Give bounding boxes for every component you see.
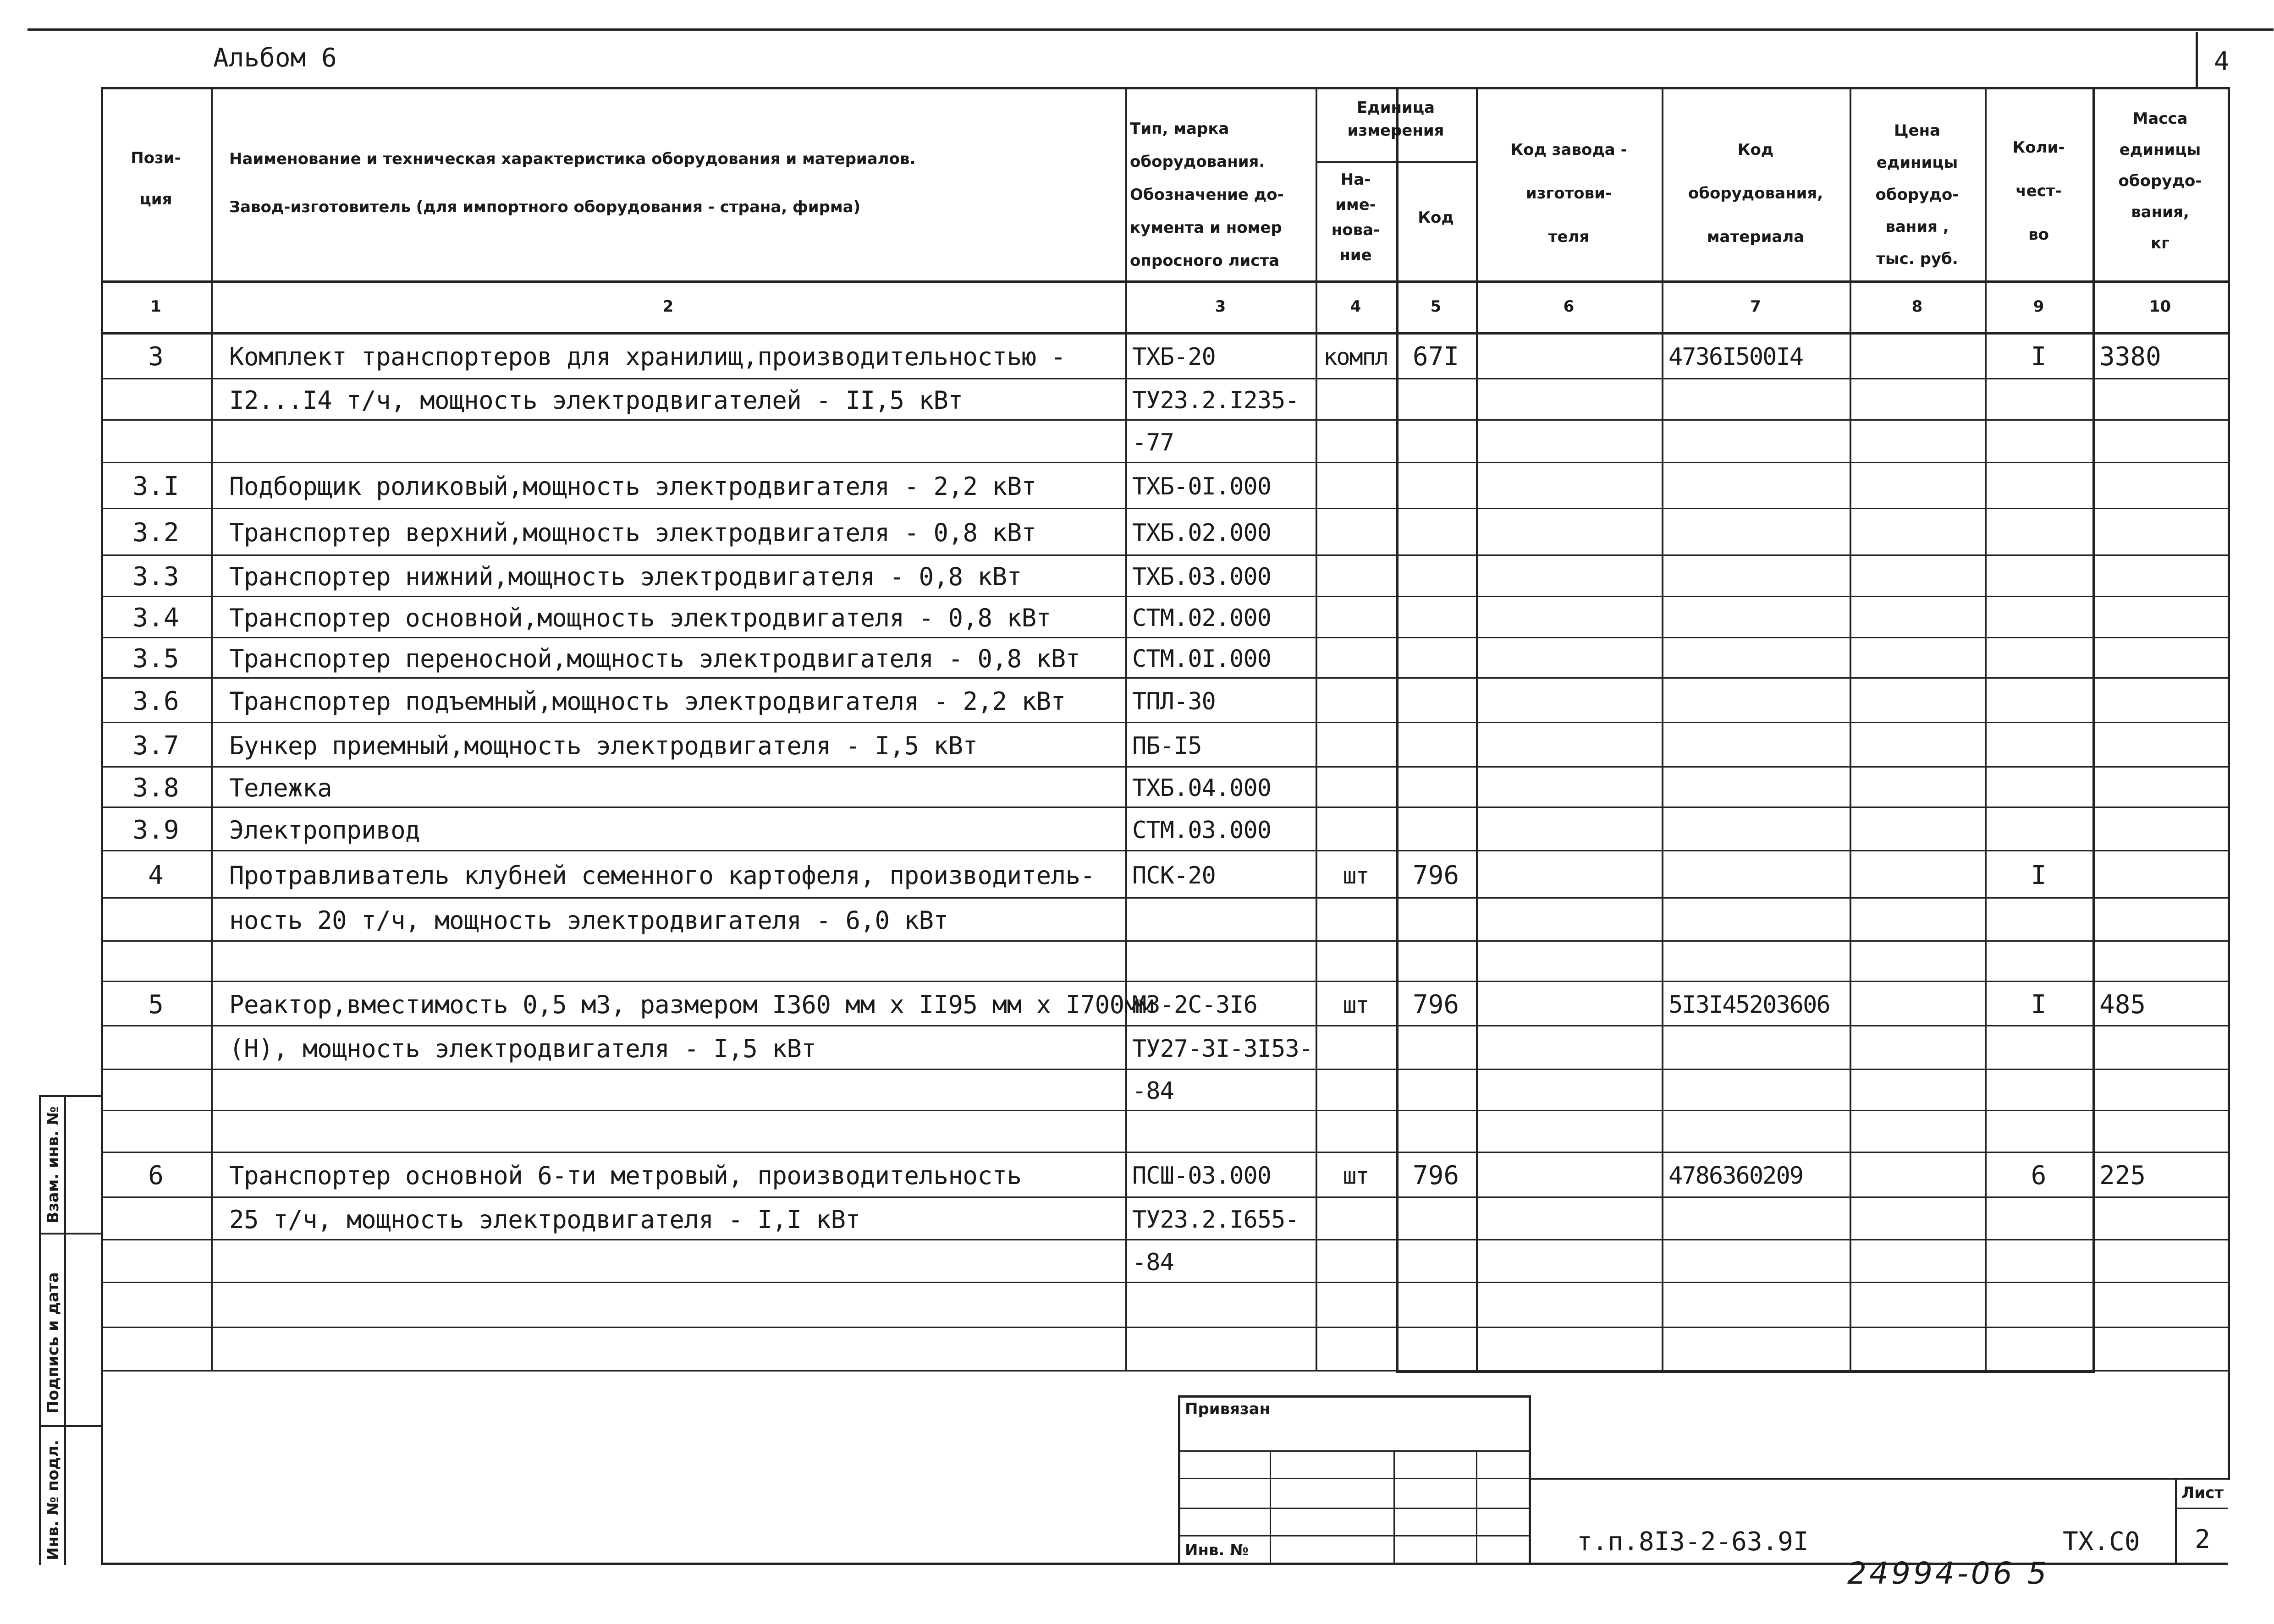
stamp-left [1178, 1395, 1180, 1565]
column-number-bottom-border [101, 332, 2228, 335]
table-cell-name: Транспортер основной,мощность электродвигателя - 0,8 кВт [229, 604, 1051, 632]
row-divider-7 [101, 637, 2228, 638]
table-cell-type: -84 [1132, 1248, 1174, 1276]
table-cell-type: -77 [1132, 428, 1174, 456]
row-divider-13 [101, 897, 2228, 899]
table-cell-pos: 4 [148, 860, 164, 890]
row-divider-3 [101, 462, 2228, 463]
table-cell-code: 796 [1412, 860, 1459, 890]
table-cell-name: Комплект транспортеров для хранилищ,производительностью - [229, 342, 1066, 371]
table-cell-eq_code: 4786360209 [1668, 1162, 1803, 1190]
column-number-6: 6 [1563, 297, 1575, 316]
table-cell-name: Реактор,вместимость 0,5 м3, размером I360 мм х II95 мм х I700мм [229, 990, 1154, 1019]
table-cell-type: -84 [1132, 1077, 1174, 1105]
table-cell-type: ТПЛ-30 [1132, 687, 1216, 715]
table-cell-name: Транспортер нижний,мощность электродвигателя - 0,8 кВт [229, 562, 1022, 591]
table-cell-pos: 3.2 [132, 518, 179, 548]
table-cell-pos: 3.I [132, 472, 179, 501]
table-cell-qty: I [2031, 342, 2047, 372]
table-cell-unit: шт [1343, 862, 1369, 889]
table-cell-qty: 6 [2031, 1161, 2047, 1191]
table-right-border [2228, 87, 2230, 1480]
row-divider-16 [101, 1025, 2228, 1026]
header-equipment-code: Код оборудования, материала [1688, 141, 1823, 246]
table-cell-pos: 6 [148, 1161, 164, 1191]
side-strip-inner [64, 1095, 66, 1565]
table-cell-type: ТХБ.04.000 [1132, 774, 1272, 802]
table-cell-mass: 225 [2099, 1161, 2146, 1191]
column-number-2: 2 [662, 297, 674, 316]
stamp-row-1 [1178, 1450, 1531, 1452]
table-cell-type: МЗ-2С-3I6 [1132, 991, 1257, 1019]
table-top-border [101, 87, 2228, 89]
row-divider-12 [101, 850, 2228, 851]
table-cell-unit: компл [1323, 344, 1388, 370]
table-cell-pos: 3.3 [132, 562, 179, 592]
row-divider-23 [101, 1327, 2228, 1328]
column-number-8: 8 [1911, 297, 1923, 316]
table-cell-type: ПБ-I5 [1132, 732, 1202, 760]
table-cell-type: ТХБ.03.000 [1132, 563, 1272, 591]
side-label-replacement-inv: Взам. инв. № [44, 1106, 62, 1223]
table-cell-type: ТХБ-0I.000 [1132, 473, 1272, 500]
stamp-col-2 [1393, 1450, 1395, 1565]
table-cell-qty: I [2031, 860, 2047, 890]
table-cell-code: 796 [1412, 1161, 1459, 1191]
table-cell-qty: I [2031, 989, 2047, 1020]
column-number-4: 4 [1350, 297, 1361, 316]
column-divider-7 [1850, 87, 1851, 1370]
row-divider-15 [101, 981, 2228, 982]
column-divider-5 [1476, 87, 1478, 1370]
stamp-row-4 [1178, 1535, 1531, 1536]
column-number-5: 5 [1430, 297, 1442, 316]
column-number-3: 3 [1215, 297, 1226, 316]
stamp-col-3 [1476, 1450, 1477, 1565]
stamp-inv-no: Инв. № [1185, 1541, 1249, 1559]
row-divider-19 [101, 1152, 2228, 1153]
table-cell-type: ТУ23.2.I655- [1132, 1206, 1299, 1234]
table-cell-pos: 3.5 [132, 644, 179, 674]
table-cell-type: ТХБ.02.000 [1132, 519, 1272, 547]
header-mass: Масса единицы оборудо- вания, кг [2118, 110, 2202, 252]
row-divider-17 [101, 1069, 2228, 1070]
table-cell-type: ТХБ-20 [1132, 343, 1216, 371]
row-divider-4 [101, 508, 2228, 509]
row-divider-1 [101, 378, 2228, 379]
section-code: ТХ.С0 [2063, 1527, 2140, 1557]
table-cell-name: Протравливатель клубней семенного картофеля, производитель- [229, 861, 1095, 890]
side-strip-divider-1 [39, 1233, 103, 1234]
stamp-row-2 [1178, 1478, 1531, 1479]
side-strip-border [39, 1095, 41, 1565]
column-number-9: 9 [2033, 297, 2044, 316]
stamp-row-3 [1178, 1508, 1531, 1509]
column-number-1: 1 [150, 297, 161, 316]
side-strip-divider-2 [39, 1425, 103, 1427]
row-divider-14 [101, 940, 2228, 942]
row-divider-10 [101, 766, 2228, 768]
table-cell-type: ПСК-20 [1132, 861, 1216, 889]
table-cell-code: 796 [1412, 989, 1459, 1020]
page-number: 4 [2214, 47, 2230, 77]
archive-number: 24994-06 5 [1847, 1556, 2049, 1591]
column-divider-9 [2092, 87, 2095, 1370]
row-divider-6 [101, 596, 2228, 597]
side-label-signature-date: Подпись и дата [44, 1272, 62, 1414]
table-cell-pos: 3.8 [132, 773, 179, 803]
table-cell-name: Электропривод [229, 815, 420, 845]
row-divider-9 [101, 722, 2228, 723]
table-cell-unit: шт [1343, 1163, 1369, 1189]
table-cell-eq_code: 5I3I45203606 [1668, 991, 1830, 1019]
row-divider-21 [101, 1239, 2228, 1240]
header-unit-code: Код [1418, 208, 1454, 227]
column-divider-6 [1662, 87, 1663, 1370]
table-cell-pos: 3 [148, 342, 164, 372]
row-divider-5 [101, 554, 2228, 556]
table-cell-type: ТУ27-3I-3I53- [1132, 1035, 1313, 1063]
header-type: Тип, марка оборудования. Обозначение до- кумента и номер опросного листа [1130, 120, 1284, 270]
table-cell-pos: 3.9 [132, 815, 179, 845]
column-number-10: 10 [2149, 297, 2171, 316]
table-cell-type: СТМ.03.000 [1132, 816, 1272, 844]
document-code: т.п.8I3-2-63.9I [1577, 1527, 1809, 1557]
row-divider-22 [101, 1282, 2228, 1283]
table-cell-pos: 3.4 [132, 603, 179, 633]
row-divider-18 [101, 1110, 2228, 1111]
header-unit-name: На- име- нова- ние [1331, 170, 1380, 264]
table-cell-code: 67I [1412, 342, 1459, 372]
album-label: Альбом 6 [213, 43, 337, 73]
header-plant-code: Код завода - изготови- теля [1510, 141, 1627, 246]
title-block-top [1531, 1478, 2228, 1480]
table-cell-name: Транспортер переносной,мощность электродвигателя - 0,8 кВт [229, 644, 1080, 673]
row-divider-8 [101, 677, 2228, 679]
table-cell-type: СТМ.02.000 [1132, 604, 1272, 632]
table-cell-type: ПСШ-03.000 [1132, 1162, 1272, 1190]
table-cell-pos: 5 [148, 989, 164, 1020]
header-bottom-border [101, 280, 2228, 283]
table-cell-name: (Н), мощность электродвигателя - I,5 кВт [229, 1034, 816, 1063]
side-strip-top [39, 1095, 103, 1097]
table-cell-name: Транспортер верхний,мощность электродвигателя - 0,8 кВт [229, 518, 1036, 547]
row-divider-11 [101, 807, 2228, 808]
table-cell-pos: 3.6 [132, 686, 179, 716]
side-label-original-inv: Инв. № подл. [44, 1439, 62, 1560]
table-bottom-border [101, 1370, 2228, 1372]
table-cell-unit: шт [1343, 991, 1369, 1018]
table-cell-name: Подборщик роликовый,мощность электродвигателя - 2,2 кВт [229, 472, 1036, 501]
column-divider-1 [211, 87, 213, 1370]
header-position: Пози- ция [131, 149, 181, 208]
table-cell-eq_code: 4736I500I4 [1668, 343, 1803, 371]
table-cell-name: Транспортер основной 6-ти метровый, производительность [229, 1161, 1022, 1190]
stamp-privyazan: Привязан [1185, 1400, 1271, 1418]
unit-group-divider [1316, 161, 1476, 163]
table-cell-mass: 485 [2099, 989, 2146, 1020]
header-quantity: Коли- чест- во [2012, 138, 2065, 244]
table-cell-name: Транспортер подъемный,мощность электродвигателя - 2,2 кВт [229, 686, 1066, 716]
table-cell-name: Бункер приемный,мощность электродвигателя - I,5 кВт [229, 731, 978, 760]
sheet-box-divider [2175, 1508, 2228, 1509]
table-cell-name: Тележка [229, 774, 332, 802]
sheet-number: 2 [2195, 1525, 2210, 1554]
row-divider-20 [101, 1196, 2228, 1198]
stamp-col-1 [1270, 1450, 1271, 1565]
table-cell-type: ТУ23.2.I235- [1132, 387, 1299, 414]
header-price: Цена единицы оборудо- вания , тыс. руб. [1875, 121, 1959, 268]
table-cell-pos: 3.7 [132, 730, 179, 761]
table-cell-mass: 3380 [2099, 342, 2161, 372]
table-cell-name: 25 т/ч, мощность электродвигателя - I,I кВт [229, 1205, 860, 1234]
table-cell-name: ность 20 т/ч, мощность электродвигателя - 6,0 кВт [229, 906, 948, 935]
column-number-7: 7 [1750, 297, 1761, 316]
table-cell-name: I2...I4 т/ч, мощность электродвигателей - II,5 кВт [229, 386, 963, 415]
sheet-box-left [2175, 1478, 2177, 1565]
header-unit-group: Единица измерения [1347, 99, 1444, 140]
table-cell-type: СТМ.0I.000 [1132, 645, 1272, 673]
stamp-right [1529, 1395, 1531, 1565]
row-divider-2 [101, 419, 2228, 421]
column-divider-2 [1125, 87, 1127, 1370]
sheet-label: Лист [2181, 1484, 2224, 1502]
header-name: Наименование и техническая характеристика оборудования и материалов. Завод-изготовитель (для импортного оборудования - страна, фирма) [229, 150, 916, 216]
